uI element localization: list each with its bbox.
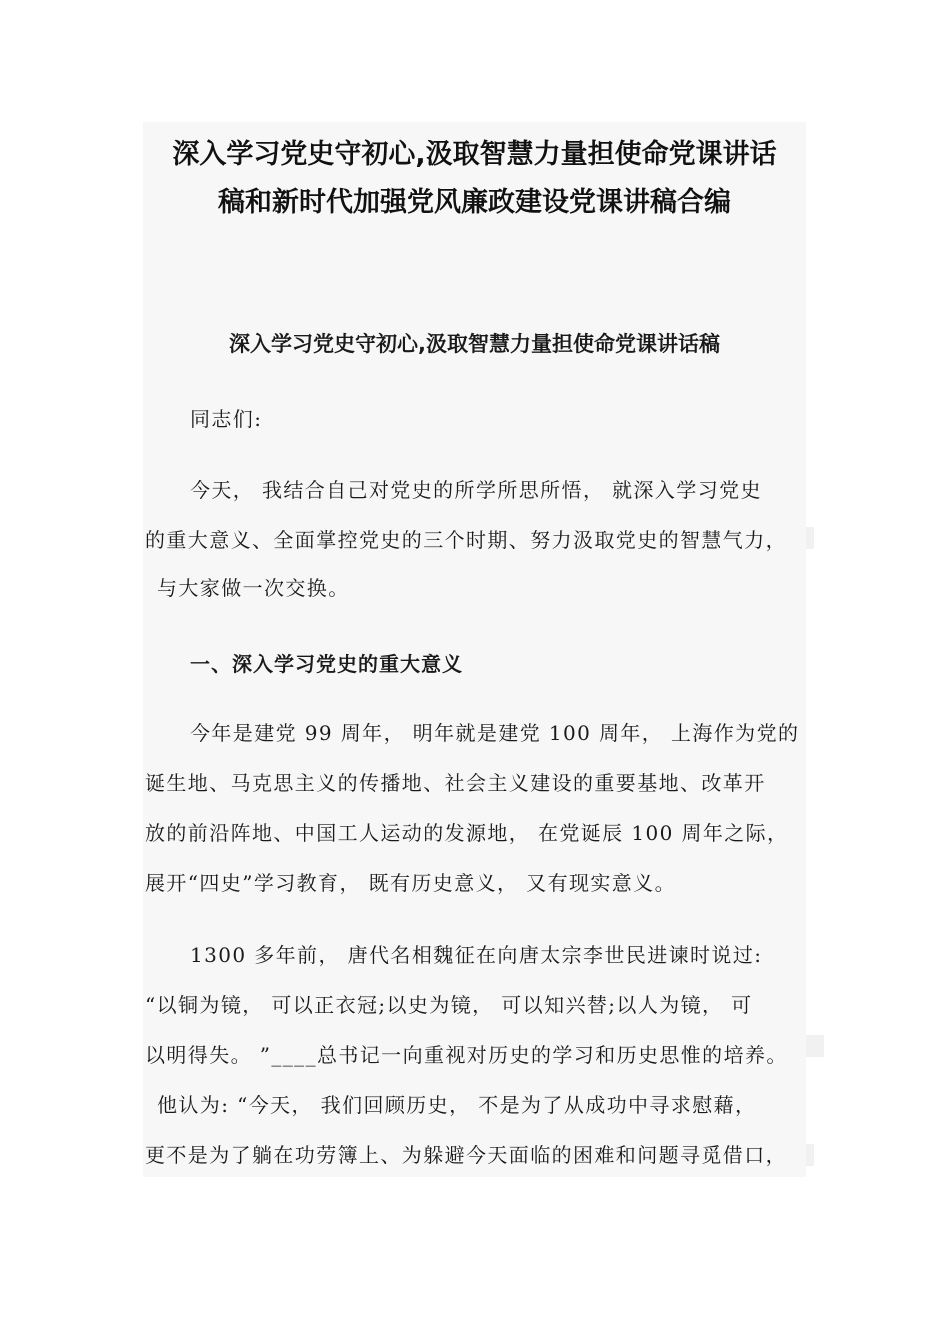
paragraph-line: 的重大意义、全面掌控党史的三个时期、努力汲取党史的智慧气力，	[145, 528, 787, 552]
section-subtitle: 深入学习党史守初心,汲取智慧力量担使命党课讲话稿	[229, 332, 720, 356]
paragraph-line: 与大家做一次交换。	[157, 576, 350, 600]
text-highlight-edge	[806, 527, 814, 549]
document-title-line-2: 稿和新时代加强党风廉政建设党课讲稿合编	[218, 187, 731, 218]
paragraph-line: 今年是建党 99 周年， 明年就是建党 100 周年， 上海作为党的	[190, 721, 800, 745]
salutation: 同志们:	[190, 407, 263, 431]
paragraph-line: 他认为: “今天， 我们回顾历史， 不是为了从成功中寻求慰藉，	[157, 1093, 757, 1117]
paragraph-line: 今天， 我结合自己对党史的所学所思所悟， 就深入学习党史	[190, 478, 762, 502]
section-heading: 一、深入学习党史的重大意义	[190, 652, 463, 676]
text-highlight-edge	[806, 1035, 824, 1057]
document-title-line-1: 深入学习党史守初心,汲取智慧力量担使命党课讲话	[172, 139, 777, 170]
paragraph-line: 诞生地、马克思主义的传播地、社会主义建设的重要基地、改革开	[145, 771, 766, 795]
paragraph-line: 1300 多年前， 唐代名相魏征在向唐太宗李世民进谏时说过:	[190, 943, 763, 967]
paragraph-line: 以明得失。 ”____总书记一向重视对历史的学习和历史思惟的培养。	[145, 1043, 788, 1067]
paragraph-line: 展开“四史”学习教育， 既有历史意义， 又有现实意义。	[145, 871, 676, 895]
paragraph-line: 放的前沿阵地、中国工人运动的发源地， 在党诞辰 100 周年之际，	[145, 821, 789, 845]
paragraph-line: 更不是为了躺在功劳簿上、为躲避今天面临的困难和问题寻觅借口，	[145, 1143, 787, 1167]
text-highlight-edge	[806, 1144, 814, 1166]
paragraph-line: “以铜为镜， 可以正衣冠;以史为镜， 可以知兴替;以人为镜， 可	[145, 993, 753, 1017]
